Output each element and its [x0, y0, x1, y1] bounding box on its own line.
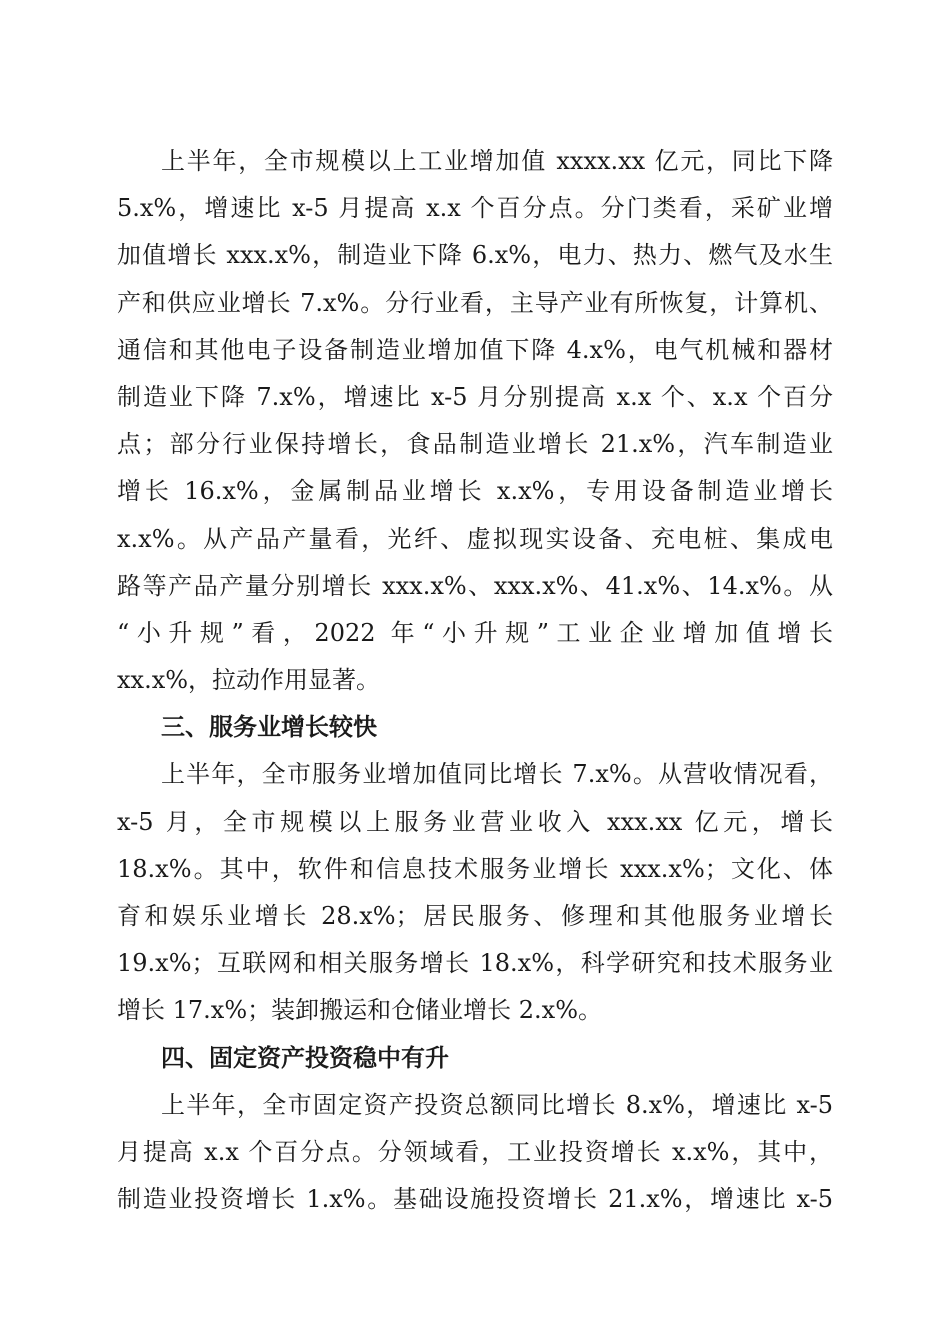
- text-line: 育和娱乐业增长 28.x%；居民服务、修理和其他服务业增长: [117, 902, 833, 930]
- text-line: 上半年，全市固定资产投资总额同比增长 8.x%，增速比 x-5: [161, 1090, 833, 1119]
- document-page: [117, 138, 833, 1223]
- section-heading: 四、固定资产投资稳中有升: [161, 1043, 449, 1072]
- paragraph-industry: [117, 138, 833, 704]
- text-line: 路等产品产量分别增长 xxx.x%、xxx.x%、41.x%、14.x%。从: [117, 571, 833, 600]
- text-line: 制造业投资增长 1.x%。基础设施投资增长 21.x%，增速比 x-5: [117, 1185, 833, 1214]
- text-line: 18.x%。其中，软件和信息技术服务业增长 xxx.x%；文化、体: [117, 854, 833, 883]
- section-services: [117, 704, 833, 1034]
- section-heading: 三、服务业增长较快: [161, 713, 377, 742]
- text-line: 通信和其他电子设备制造业增加值下降 4.x%，电气机械和器材: [117, 335, 833, 364]
- text-line: xx.x%，拉动作用显著。: [117, 666, 381, 695]
- text-line: “小升规”看，2022 年“小升规”工业企业增加值增长: [117, 618, 833, 647]
- text-line: x.x%。从产品产量看，光纤、虚拟现实设备、充电桩、集成电: [117, 524, 833, 553]
- text-line: 加值增长 xxx.x%，制造业下降 6.x%，电力、热力、燃气及水生: [117, 241, 833, 270]
- text-line: 点；部分行业保持增长，食品制造业增长 21.x%，汽车制造业: [117, 430, 833, 459]
- text-line: 增长 16.x%，金属制品业增长 x.x%，专用设备制造业增长: [117, 477, 833, 506]
- text-line: 增长 17.x%；装卸搬运和仓储业增长 2.x%。: [117, 996, 603, 1025]
- text-line: 产和供应业增长 7.x%。分行业看，主导产业有所恢复，计算机、: [117, 288, 833, 317]
- section-fixed-assets: [117, 1035, 833, 1224]
- text-line: 19.x%；互联网和相关服务增长 18.x%，科学研究和技术服务业: [117, 949, 833, 978]
- text-line: 制造业下降 7.x%，增速比 x-5 月分别提高 x.x 个、x.x 个百分: [117, 382, 833, 411]
- text-line: 5.x%，增速比 x-5 月提高 x.x 个百分点。分门类看，采矿业增: [117, 194, 833, 223]
- text-line: 上半年，全市规模以上工业增加值 xxxx.xx 亿元，同比下降: [161, 147, 833, 175]
- text-line: 月提高 x.x 个百分点。分领域看，工业投资增长 x.x%，其中，: [117, 1137, 833, 1166]
- text-line: 上半年，全市服务业增加值同比增长 7.x%。从营收情况看，: [161, 760, 833, 789]
- text-line: x-5 月，全市规模以上服务业营业收入 xxx.xx 亿元，增长: [117, 807, 833, 836]
